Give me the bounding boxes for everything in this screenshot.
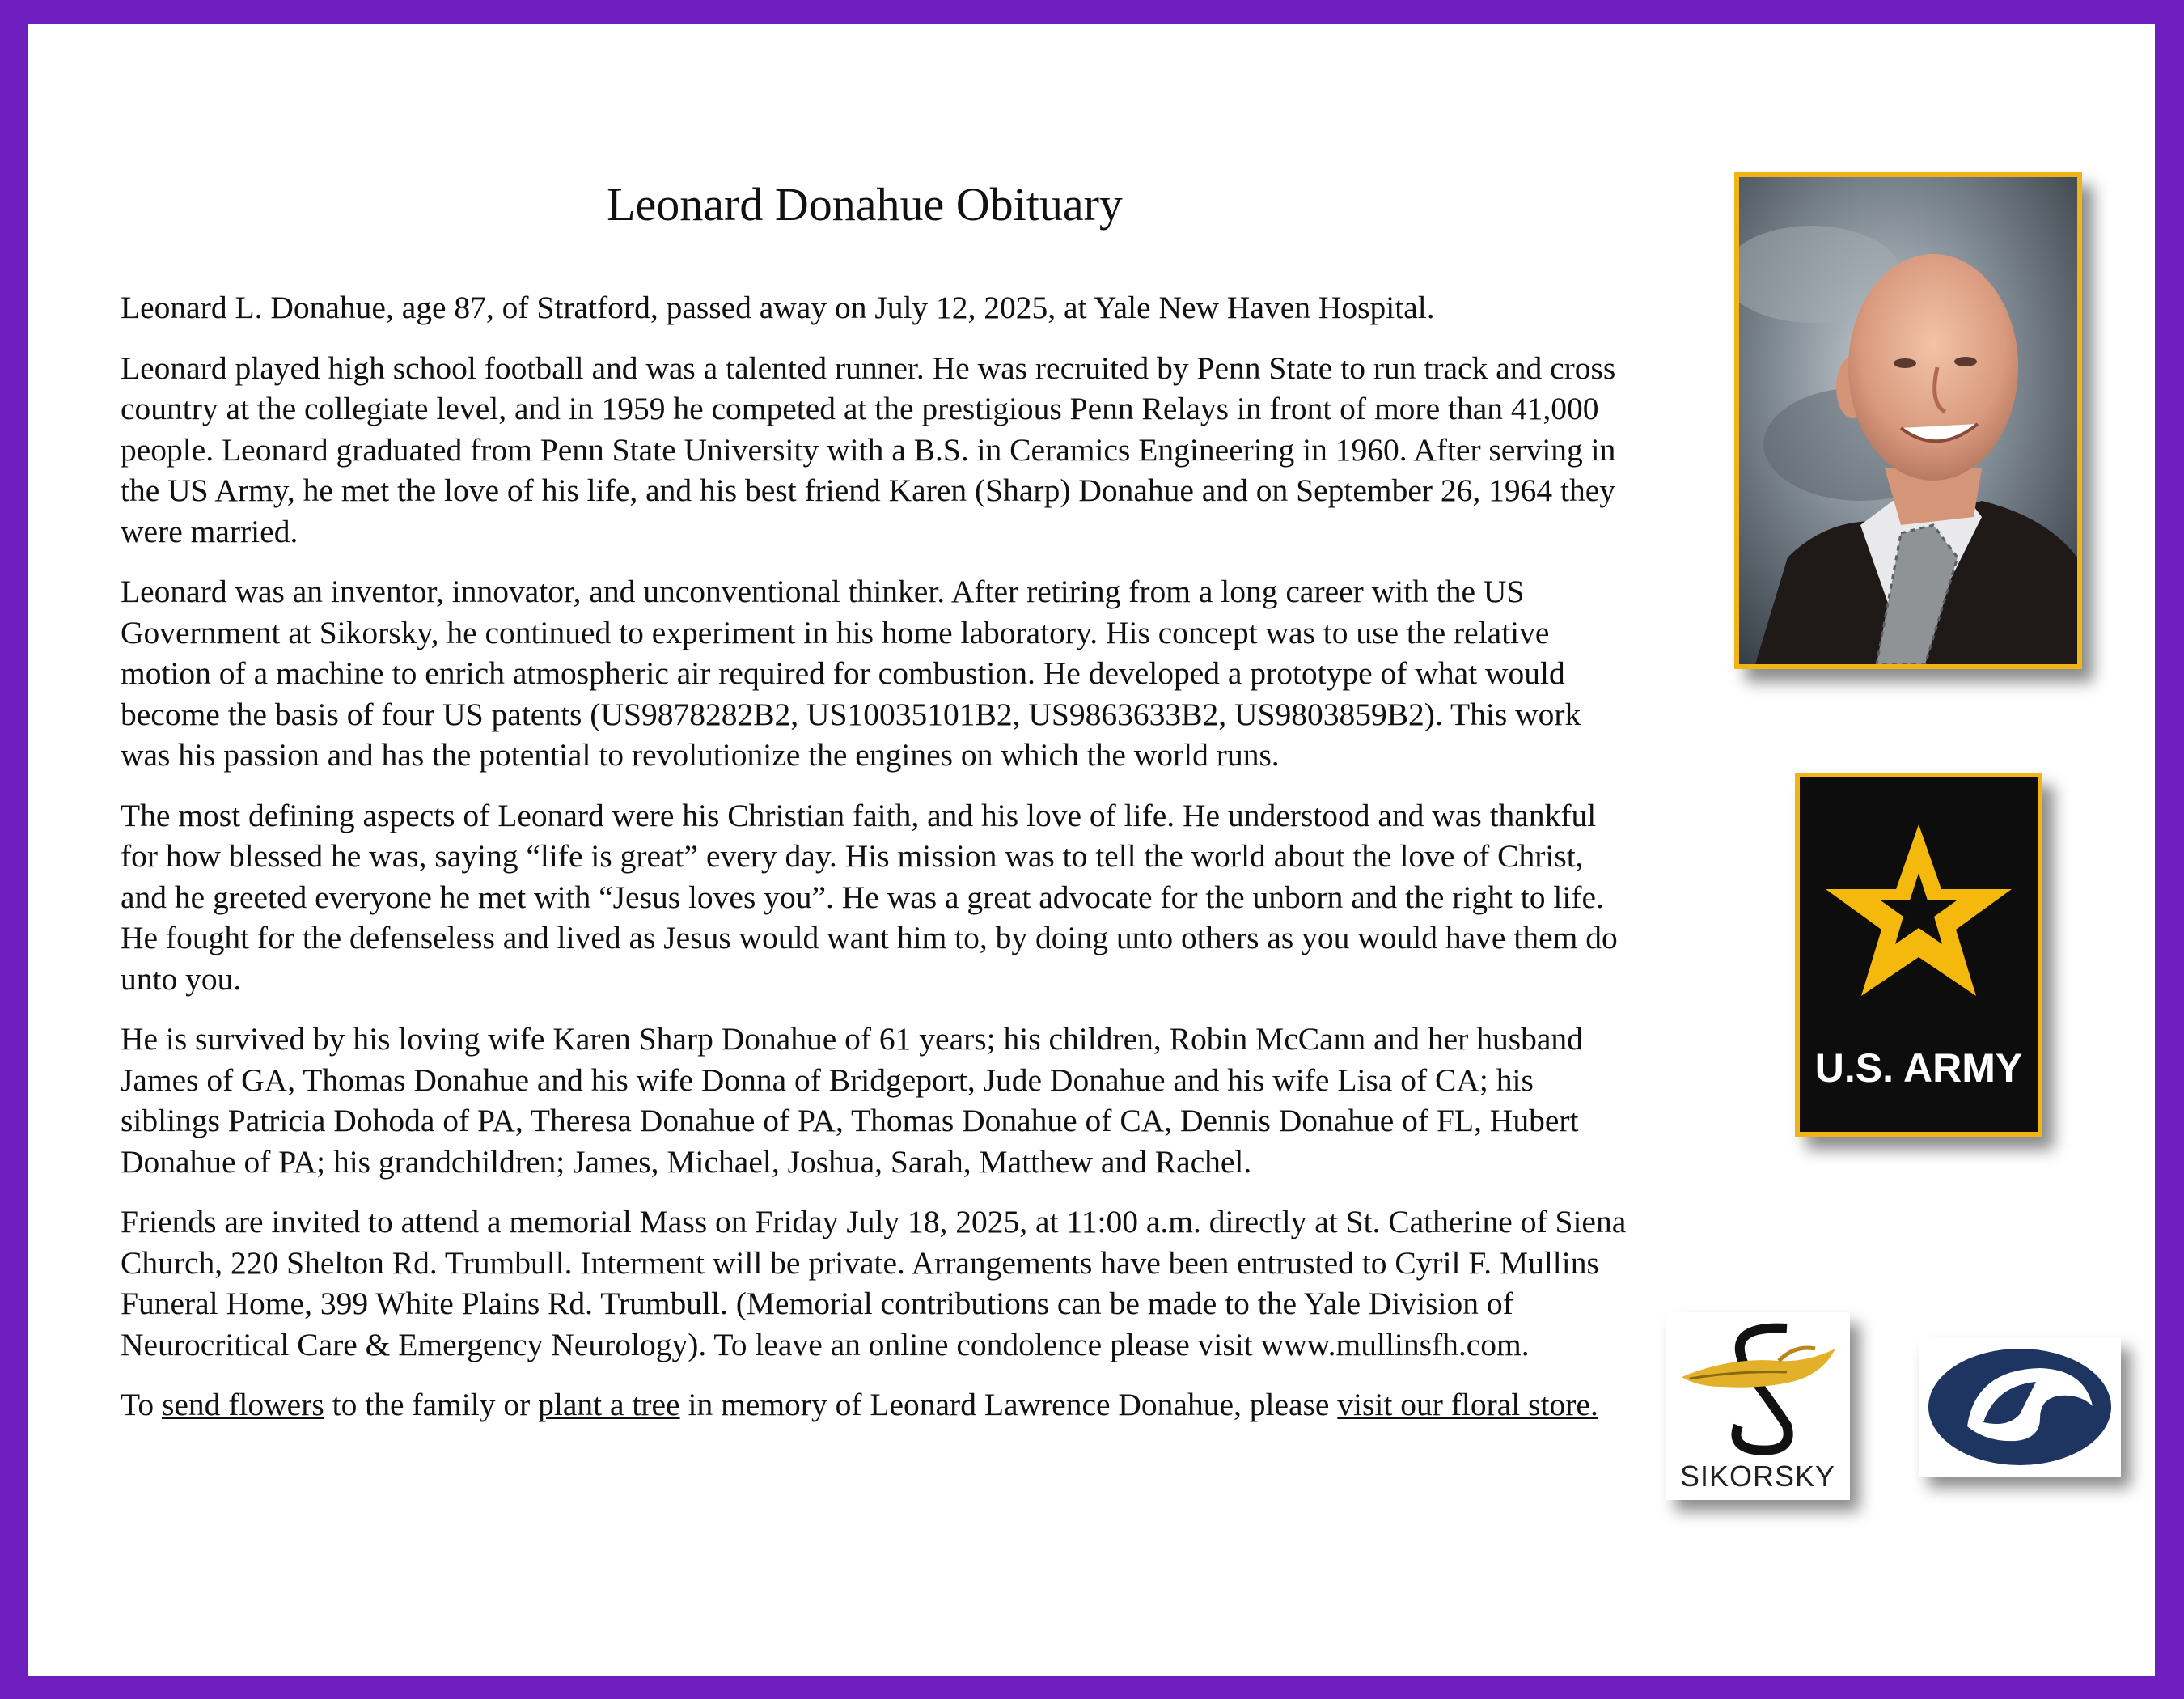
send-flowers-link[interactable]: send flowers — [162, 1387, 324, 1422]
page-title: Leonard Donahue Obituary — [607, 178, 1123, 231]
plant-a-tree-link[interactable]: plant a tree — [538, 1387, 680, 1422]
closing-text-3: in memory of Leonard Lawrence Donahue, please — [679, 1387, 1338, 1422]
paragraph-survivors: He is survived by his loving wife Karen Sharp Donahue of 61 years; his children, Robin McCann and her husband James of GA, Thomas Donahue and his wife Donna of Bridgeport, Jude Donahue and his wife Lisa of CA; his siblings Patricia Dohoda of PA, Theresa Donahue of PA, Thomas Donahue of CA, Dennis Donahue of FL, Hubert Donahue of PA; his grandchildren; James, Michael, Joshua, Sarah, Matthew and Rachel. — [121, 1021, 1583, 1180]
penn-state-logo — [1919, 1337, 2121, 1477]
paragraph-athletics: Leonard played high school football and was a talented runner. He was recruited by Penn State to run track and cross country at the collegiate level, and in 1959 he competed at the prestigious Penn Relays in front of more than 41,000 people. Leonard graduated from Penn State University with a B.S. in Ceramics Engineering in 1960. After serving in the US Army, he met the love of his life, and his best friend Karen (Sharp) Donahue and on September 26, 1964 they were married. — [121, 350, 1616, 549]
sikorsky-eagle-icon — [1666, 1312, 1850, 1462]
obituary-body — [121, 287, 1633, 1445]
us-army-logo — [1795, 773, 2042, 1137]
paragraph-services: Friends are invited to attend a memorial Mass on Friday July 18, 2025, at 11:00 a.m. directly at St. Catherine of Siena Church, 220 Shelton Rd. Trumbull. Interment will be private. Arrangements have been entrusted to Cyril F. Mullins Funeral Home, 399 White Plains Rd. Trumbull. (Memorial contributions can be made to the Yale Division of Neurocritical Care & Emergency Neurology). To leave an online condolence please visit www.mullinsfh.com. — [121, 1204, 1627, 1362]
floral-store-link[interactable]: visit our floral store. — [1337, 1387, 1598, 1422]
penn-state-nittany-lion-icon — [1919, 1337, 2121, 1477]
army-logo-text: U.S. ARMY — [1814, 1045, 2023, 1091]
paragraph-intro: Leonard L. Donahue, age 87, of Stratford, passed away on July 12, 2025, at Yale New Haven Hospital. — [121, 290, 1435, 325]
closing-text-1: To — [121, 1387, 162, 1422]
sikorsky-logo — [1666, 1312, 1850, 1500]
portrait-photo — [1734, 172, 2082, 669]
sikorsky-logo-text: SIKORSKY — [1679, 1460, 1836, 1493]
paragraph-closing — [121, 1384, 1633, 1426]
army-star-icon — [1800, 777, 2038, 1020]
obituary-page — [28, 24, 2155, 1676]
paragraph-faith: The most defining aspects of Leonard were his Christian faith, and his love of life. He understood and was thankful for how blessed he was, saying “life is great” every day. His mission was to tell the world about the love of Christ, and he greeted everyone he met with “Jesus loves you”. He was a great advocate for the unborn and the right to life. He fought for the defenseless and lived as Jesus would want him to, by doing unto others as you would have them do unto you. — [121, 797, 1618, 997]
portrait-photo-icon — [1739, 177, 2077, 664]
paragraph-inventor: Leonard was an inventor, innovator, and unconventional thinker. After retiring from a long career with the US Government at Sikorsky, he continued to experiment in his home laboratory. His concept was to use the relative motion of a machine to enrich atmospheric air required for combustion. He developed a prototype of what would become the basis of four US patents (US9878282B2, US10035101B2, US9863633B2, US9803859B2). This work was his passion and has the potential to revolutionize the engines on which the world runs. — [121, 574, 1581, 773]
closing-text-2: to the family or — [324, 1387, 539, 1422]
